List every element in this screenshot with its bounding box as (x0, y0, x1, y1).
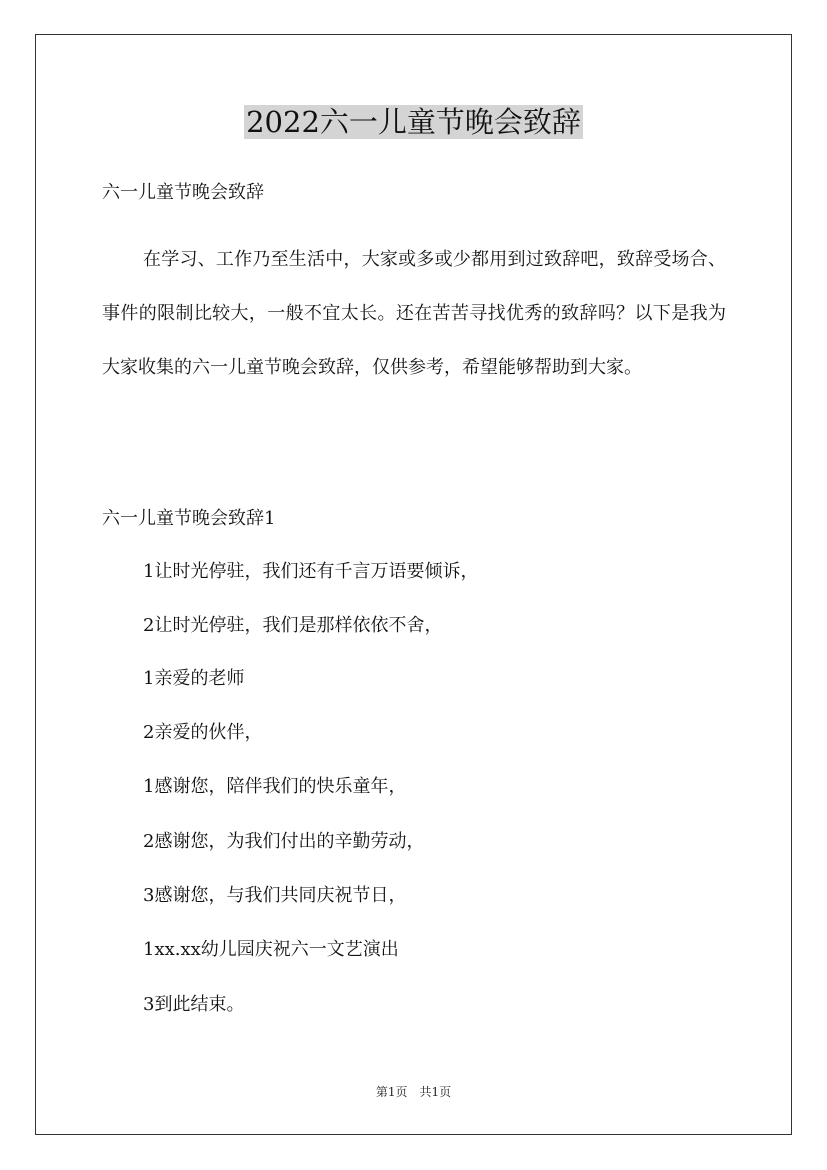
speech-line: 3到此结束。 (143, 994, 245, 1015)
intro-paragraph: 在学习、工作乃至生活中，大家或多或少都用到过致辞吧，致辞受场合、事件的限制比较大，一般不宜太长。还在苦苦寻找优秀的致辞吗？以下是我为大家收集的六一儿童节晚会致辞，仅供参考，希望能够帮助到大家。 (102, 249, 726, 378)
speech-line: 1感谢您，陪伴我们的快乐童年， (143, 776, 407, 797)
document-title-text: 2022六一儿童节晚会致辞 (246, 105, 581, 139)
speech-line: 2让时光停驻，我们是那样依依不舍， (143, 615, 443, 636)
speech-line: 1xx.xx幼儿园庆祝六一文艺演出 (143, 939, 399, 960)
section-heading: 六一儿童节晚会致辞1 (102, 508, 276, 529)
page-number-footer: 第1页 共1页 (375, 1085, 452, 1099)
speech-line: 1亲爱的老师 (143, 668, 245, 689)
document-subtitle: 六一儿童节晚会致辞 (102, 182, 264, 203)
speech-line: 1让时光停驻，我们还有千言万语要倾诉， (143, 561, 479, 582)
speech-line: 3感谢您，与我们共同庆祝节日， (143, 885, 407, 906)
document-title (0, 102, 827, 142)
speech-line: 2感谢您，为我们付出的辛勤劳动， (143, 831, 425, 852)
speech-line: 2亲爱的伙伴， (143, 722, 263, 743)
